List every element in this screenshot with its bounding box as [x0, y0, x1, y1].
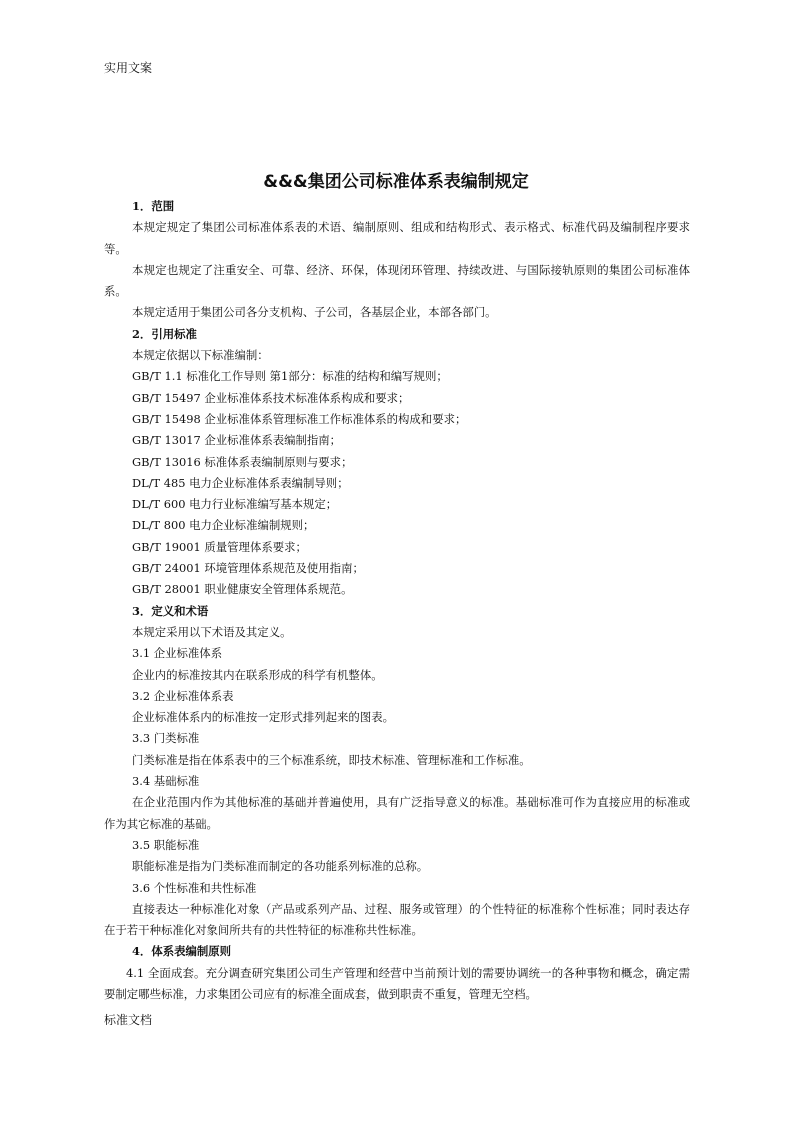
document-title: &&&集团公司标准体系表编制规定 [263, 172, 529, 192]
term-title: 3.4 基础标准 [132, 774, 200, 789]
term-definition: 门类标准是指在体系表中的三个标准系统，即技术标准、管理标准和工作标准。 [132, 752, 531, 767]
reference-item: GB/T 19001 质量管理体系要求； [132, 539, 307, 554]
page-header: 实用文案 [104, 61, 153, 75]
term-title: 3.5 职能标准 [132, 837, 200, 852]
section-1-paragraph: 本规定也规定了注重安全、可靠、经济、环保，体现闭环管理、持续改进、与国际接轨原则的集团公司标准体系。 [104, 262, 690, 299]
reference-item: GB/T 15498 企业标准体系管理标准工作标准体系的构成和要求； [132, 411, 467, 426]
term-definition: 企业标准体系内的标准按一定形式排列起来的图表。 [132, 710, 394, 725]
section-3-intro: 本规定采用以下术语及其定义。 [132, 624, 292, 639]
reference-item: GB/T 13017 企业标准体系表编制指南； [132, 433, 342, 448]
term-definition: 直接表达一种标准化对象（产品或系列产品、过程、服务或管理）的个性特征的标准称个性标准；同时表达存在于若干种标准化对象间所共有的共性特征的标准称共性标准。 [104, 901, 690, 938]
term-definition: 职能标准是指为门类标准而制定的各功能系列标准的总称。 [132, 859, 429, 874]
reference-item: DL/T 800 电力企业标准编制规则； [132, 518, 315, 533]
section-1-heading: 1．范围 [132, 199, 175, 213]
section-4-heading: 4．体系表编制原则 [132, 944, 232, 959]
reference-item: GB/T 1.1 标准化工作导则 第1部分：标准的结构和编写规则； [132, 369, 448, 384]
section-4-paragraph: 4.1 全面成套。充分调查研究集团公司生产管理和经营中当前预计划的需要协调统一的各种事物和概念，确定需要制定哪些标准，力求集团公司应有的标准全面成套，做到职责不重复，管理无空档。 [104, 965, 690, 1001]
reference-item: GB/T 24001 环境管理体系规范及使用指南； [132, 561, 364, 576]
term-definition: 企业内的标准按其内在联系形成的科学有机整体。 [132, 667, 383, 682]
term-title: 3.1 企业标准体系 [132, 646, 223, 661]
section-2-intro: 本规定依据以下标准编制： [132, 348, 269, 363]
reference-item: GB/T 15497 企业标准体系技术标准体系构成和要求； [132, 390, 410, 405]
term-definition: 在企业范围内作为其他标准的基础并普遍使用，具有广泛指导意义的标准。基础标准可作为直接应用的标准或作为其它标准的基础。 [104, 795, 690, 831]
section-1-paragraph: 本规定规定了集团公司标准体系表的术语、编制原则、组成和结构形式、表示格式、标准代码及编制程序要求等。 [104, 220, 690, 256]
section-3-heading: 3．定义和术语 [132, 603, 209, 618]
term-title: 3.6 个性标准和共性标准 [132, 880, 257, 895]
section-2-heading: 2．引用标准 [132, 326, 197, 341]
page-footer: 标准文档 [104, 1013, 153, 1027]
term-title: 3.3 门类标准 [132, 731, 200, 746]
reference-item: GB/T 13016 标准体系表编制原则与要求； [132, 454, 353, 469]
section-1-paragraph: 本规定适用于集团公司各分支机构、子公司，各基层企业，本部各部门。 [132, 305, 497, 320]
document-body [104, 196, 690, 1005]
reference-item: GB/T 28001 职业健康安全管理体系规范。 [132, 582, 353, 597]
reference-item: DL/T 600 电力行业标准编写基本规定； [132, 497, 338, 512]
reference-item: DL/T 485 电力企业标准体系表编制导则； [132, 475, 349, 490]
term-title: 3.2 企业标准体系表 [132, 688, 234, 703]
